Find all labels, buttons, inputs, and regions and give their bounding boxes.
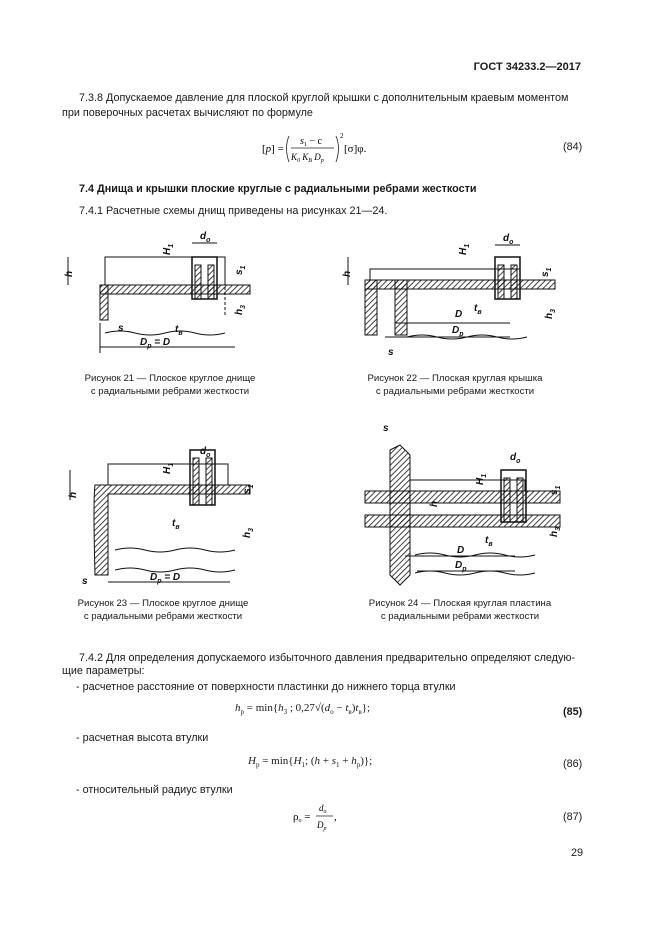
svg-text:h: h [68, 491, 79, 498]
svg-text:H1: $H_1$ [475, 473, 488, 485]
svg-text:dо: $d_о$ [510, 452, 521, 465]
svg-text:h3: $h_3$ [544, 308, 557, 319]
svg-text:h: h [342, 270, 353, 277]
svg-text:Dр = D: $D_р = D$ [150, 572, 181, 585]
svg-text:H1: $H_1$ [162, 462, 175, 474]
figure-24-caption-line1: Рисунок 24 — Плоская круглая пластина [368, 598, 552, 609]
svg-text:Dр: $D_р$ [452, 325, 464, 338]
para-738-line1: 7.3.8 Допускаемое давление для плоской круглой крышки с дополнительным краевым моментом [79, 92, 569, 104]
figure-22-caption-line2: с радиальными ребрами жесткости [375, 386, 535, 397]
formula-86: $H_р = \min\{H_1$; $(h + s_1 + h_р)$}; [248, 755, 373, 770]
formula-87 [293, 800, 353, 834]
list-item-3: - относительный радиус втулки [76, 784, 233, 796]
svg-text:h: h [429, 500, 440, 507]
svg-text:[σ]φ.: [σ]φ. [344, 143, 367, 155]
figure-21-drawing [60, 225, 270, 365]
para-742-line2: щие параметры: [62, 665, 145, 677]
svg-text:dо: $d_о$ [200, 231, 211, 244]
standard-header: ГОСТ 34233.2—2017 [473, 61, 581, 73]
figure-23-drawing [60, 440, 270, 590]
para-742-line1: 7.4.2 Для определения допускаемого избыточного давления предварительно определяют следую- [79, 652, 576, 664]
svg-text:Dр = D: $D_р = D$ [140, 337, 171, 350]
figure-21-caption-line2: с радиальными ребрами жесткости [90, 386, 250, 397]
svg-text:D: D [457, 545, 465, 556]
svg-text:dо: $d_о$ [200, 446, 211, 459]
svg-text:tв: $t_в$ [474, 303, 482, 316]
svg-text:ρо =: ρо = [293, 811, 311, 824]
equation-number-85: (85) [563, 706, 583, 718]
figure-22-caption-line1: Рисунок 22 — Плоская круглая крышка [367, 373, 543, 384]
figure-24-caption-line2: с радиальными ребрами жесткости [380, 611, 540, 622]
svg-text:H1: $H_1$ [458, 243, 471, 255]
list-item-2: - расчетная высота втулки [76, 732, 209, 744]
para-741: 7.4.1 Расчетные схемы днищ приведены на рисунках 21—24. [79, 205, 388, 217]
svg-text:dо: $d_о$ [503, 233, 514, 246]
figure-23-caption-line2: с радиальными ребрами жесткости [83, 611, 243, 622]
svg-text:s: s [118, 323, 124, 334]
svg-text:K0 KВ Dр: $K_0$ $K_В$ $D_р$ [291, 152, 324, 164]
equation-number-86: (86) [563, 758, 583, 770]
svg-text:H1: $H_1$ [162, 243, 175, 255]
svg-text:Dр: $D_р$ [317, 820, 327, 832]
figure-23-caption-line1: Рисунок 23 — Плоское круглое днище [77, 598, 249, 609]
svg-text:s: s [82, 576, 88, 587]
svg-text:h: h [64, 270, 75, 277]
svg-text:tв: $t_в$ [175, 324, 183, 337]
svg-text:2: 2 [340, 132, 344, 140]
equation-number-87: (87) [563, 811, 583, 823]
list-item-1: - расчетное расстояние от поверхности пластинки до нижнего торца втулки [76, 681, 456, 693]
svg-text:D: D [455, 309, 463, 320]
formula-85: $h_р = \min\{h_3$ ; $0,27√(d_о - t_в)t_в$}; [235, 702, 371, 717]
figure-21-caption-line1: Рисунок 21 — Плоское круглое днище [84, 373, 256, 384]
svg-text:s: s [383, 423, 389, 434]
svg-text:s1: $s_1$ [540, 267, 553, 277]
svg-text:[p] =: [p] = [262, 143, 284, 155]
formula-84 [262, 128, 392, 168]
svg-text:s1: $s_1$ [242, 484, 255, 494]
figure-24-drawing [345, 425, 565, 590]
svg-text:h3: $h_3$ [234, 304, 247, 315]
svg-text:s1: $s_1$ [234, 265, 247, 275]
svg-text:s1 − c: $s_1 - c$ [300, 136, 322, 148]
section-74-title: 7.4 Днища и крышки плоские круглые с радиальными ребрами жесткости [79, 183, 477, 195]
svg-text:dо: $d_о$ [319, 803, 327, 815]
svg-text:s1: $s_1$ [549, 485, 562, 495]
svg-text:Dр: $D_р$ [455, 560, 467, 573]
svg-text:h3: $h_3$ [242, 527, 255, 538]
page-number: 29 [571, 847, 584, 859]
svg-text:s: s [388, 347, 394, 358]
equation-number-84: (84) [563, 141, 583, 153]
svg-text:tв: $t_в$ [172, 518, 180, 531]
svg-text:tв: $t_в$ [485, 535, 493, 548]
svg-text:,: , [334, 811, 337, 823]
para-738-line2: при поверочных расчетах вычисляют по формуле [62, 107, 313, 119]
figure-22-drawing [340, 225, 560, 365]
svg-text:h3: $h_3$ [549, 526, 562, 537]
